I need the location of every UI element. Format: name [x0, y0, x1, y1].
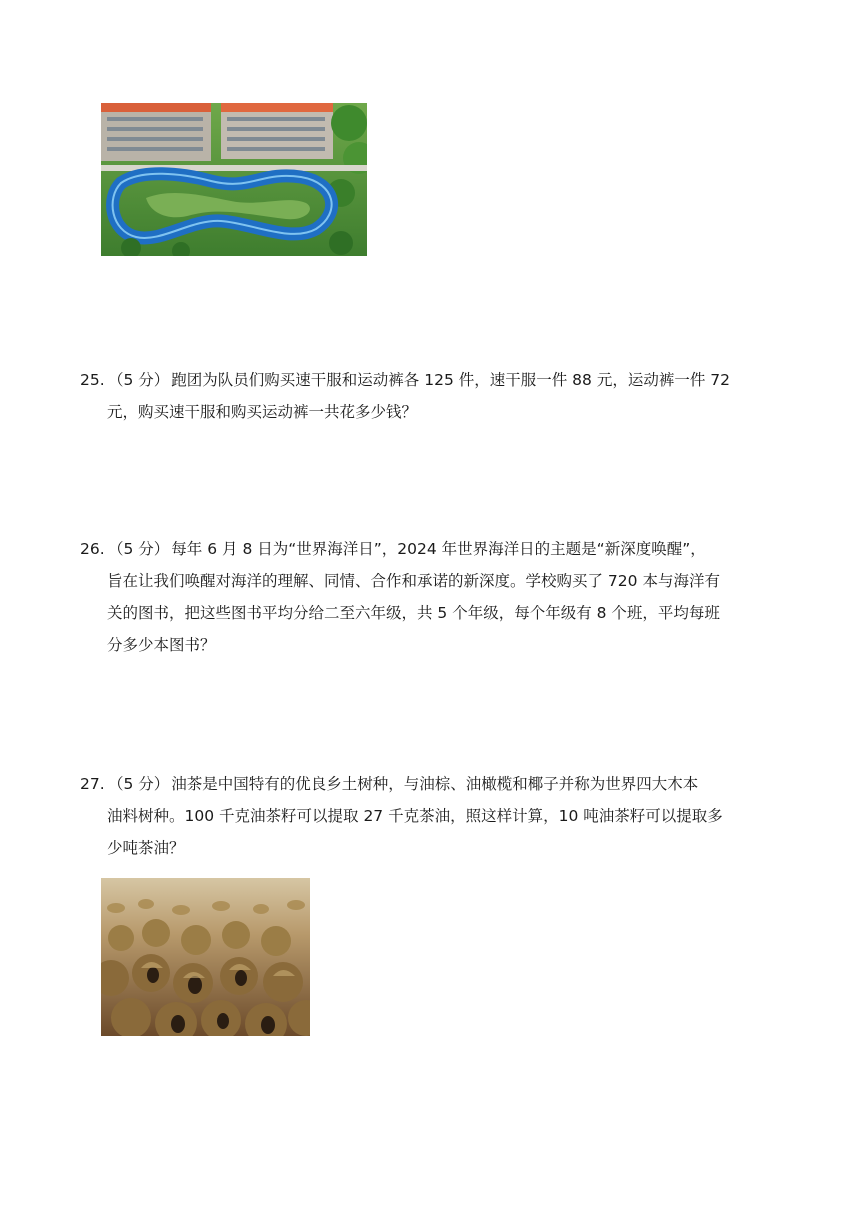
question-26 [80, 533, 780, 661]
question-score: （5 分） [108, 540, 170, 558]
oil-tea-seeds-photo [101, 878, 310, 1036]
running-track-photo [101, 103, 367, 256]
question-score: （5 分） [108, 775, 170, 793]
question-score: （5 分） [108, 371, 170, 389]
question-first-line [80, 364, 780, 396]
question-first-line [80, 768, 780, 800]
question-text: 跑团为队员们购买速干服和运动裤各 125 件，速干服一件 88 元，运动裤一件 72 [171, 371, 730, 389]
question-text: 关的图书，把这些图书平均分给二至六年级，共 5 个年级，每个年级有 8 个班，平均每班 [107, 604, 720, 622]
question-number: 25. [80, 371, 105, 389]
question-text: 每年 6 月 8 日为“世界海洋日”，2024 年世界海洋日的主题是“新深度唤醒”， [171, 540, 706, 558]
question-first-line [80, 533, 780, 565]
question-text: 油料树种。100 千克油茶籽可以提取 27 千克茶油，照这样计算，10 吨油茶籽可以提取多 [107, 807, 723, 825]
question-number: 26. [80, 540, 105, 558]
aerial-running-track-image [101, 103, 367, 256]
question-text: 少吨茶油？ [107, 839, 185, 857]
question-number: 27. [80, 775, 105, 793]
question-text: 旨在让我们唤醒对海洋的理解、同情、合作和承诺的新深度。学校购买了 720 本与海洋有 [107, 572, 720, 590]
oil-tea-seeds-image [101, 878, 310, 1036]
question-25 [80, 364, 780, 428]
question-text: 元，购买速干服和购买运动裤一共花多少钱？ [107, 403, 418, 421]
question-text: 分多少本图书？ [107, 636, 216, 654]
question-27 [80, 768, 780, 864]
question-text: 油茶是中国特有的优良乡土树种，与油棕、油橄榄和椰子并称为世界四大木本 [171, 775, 699, 793]
